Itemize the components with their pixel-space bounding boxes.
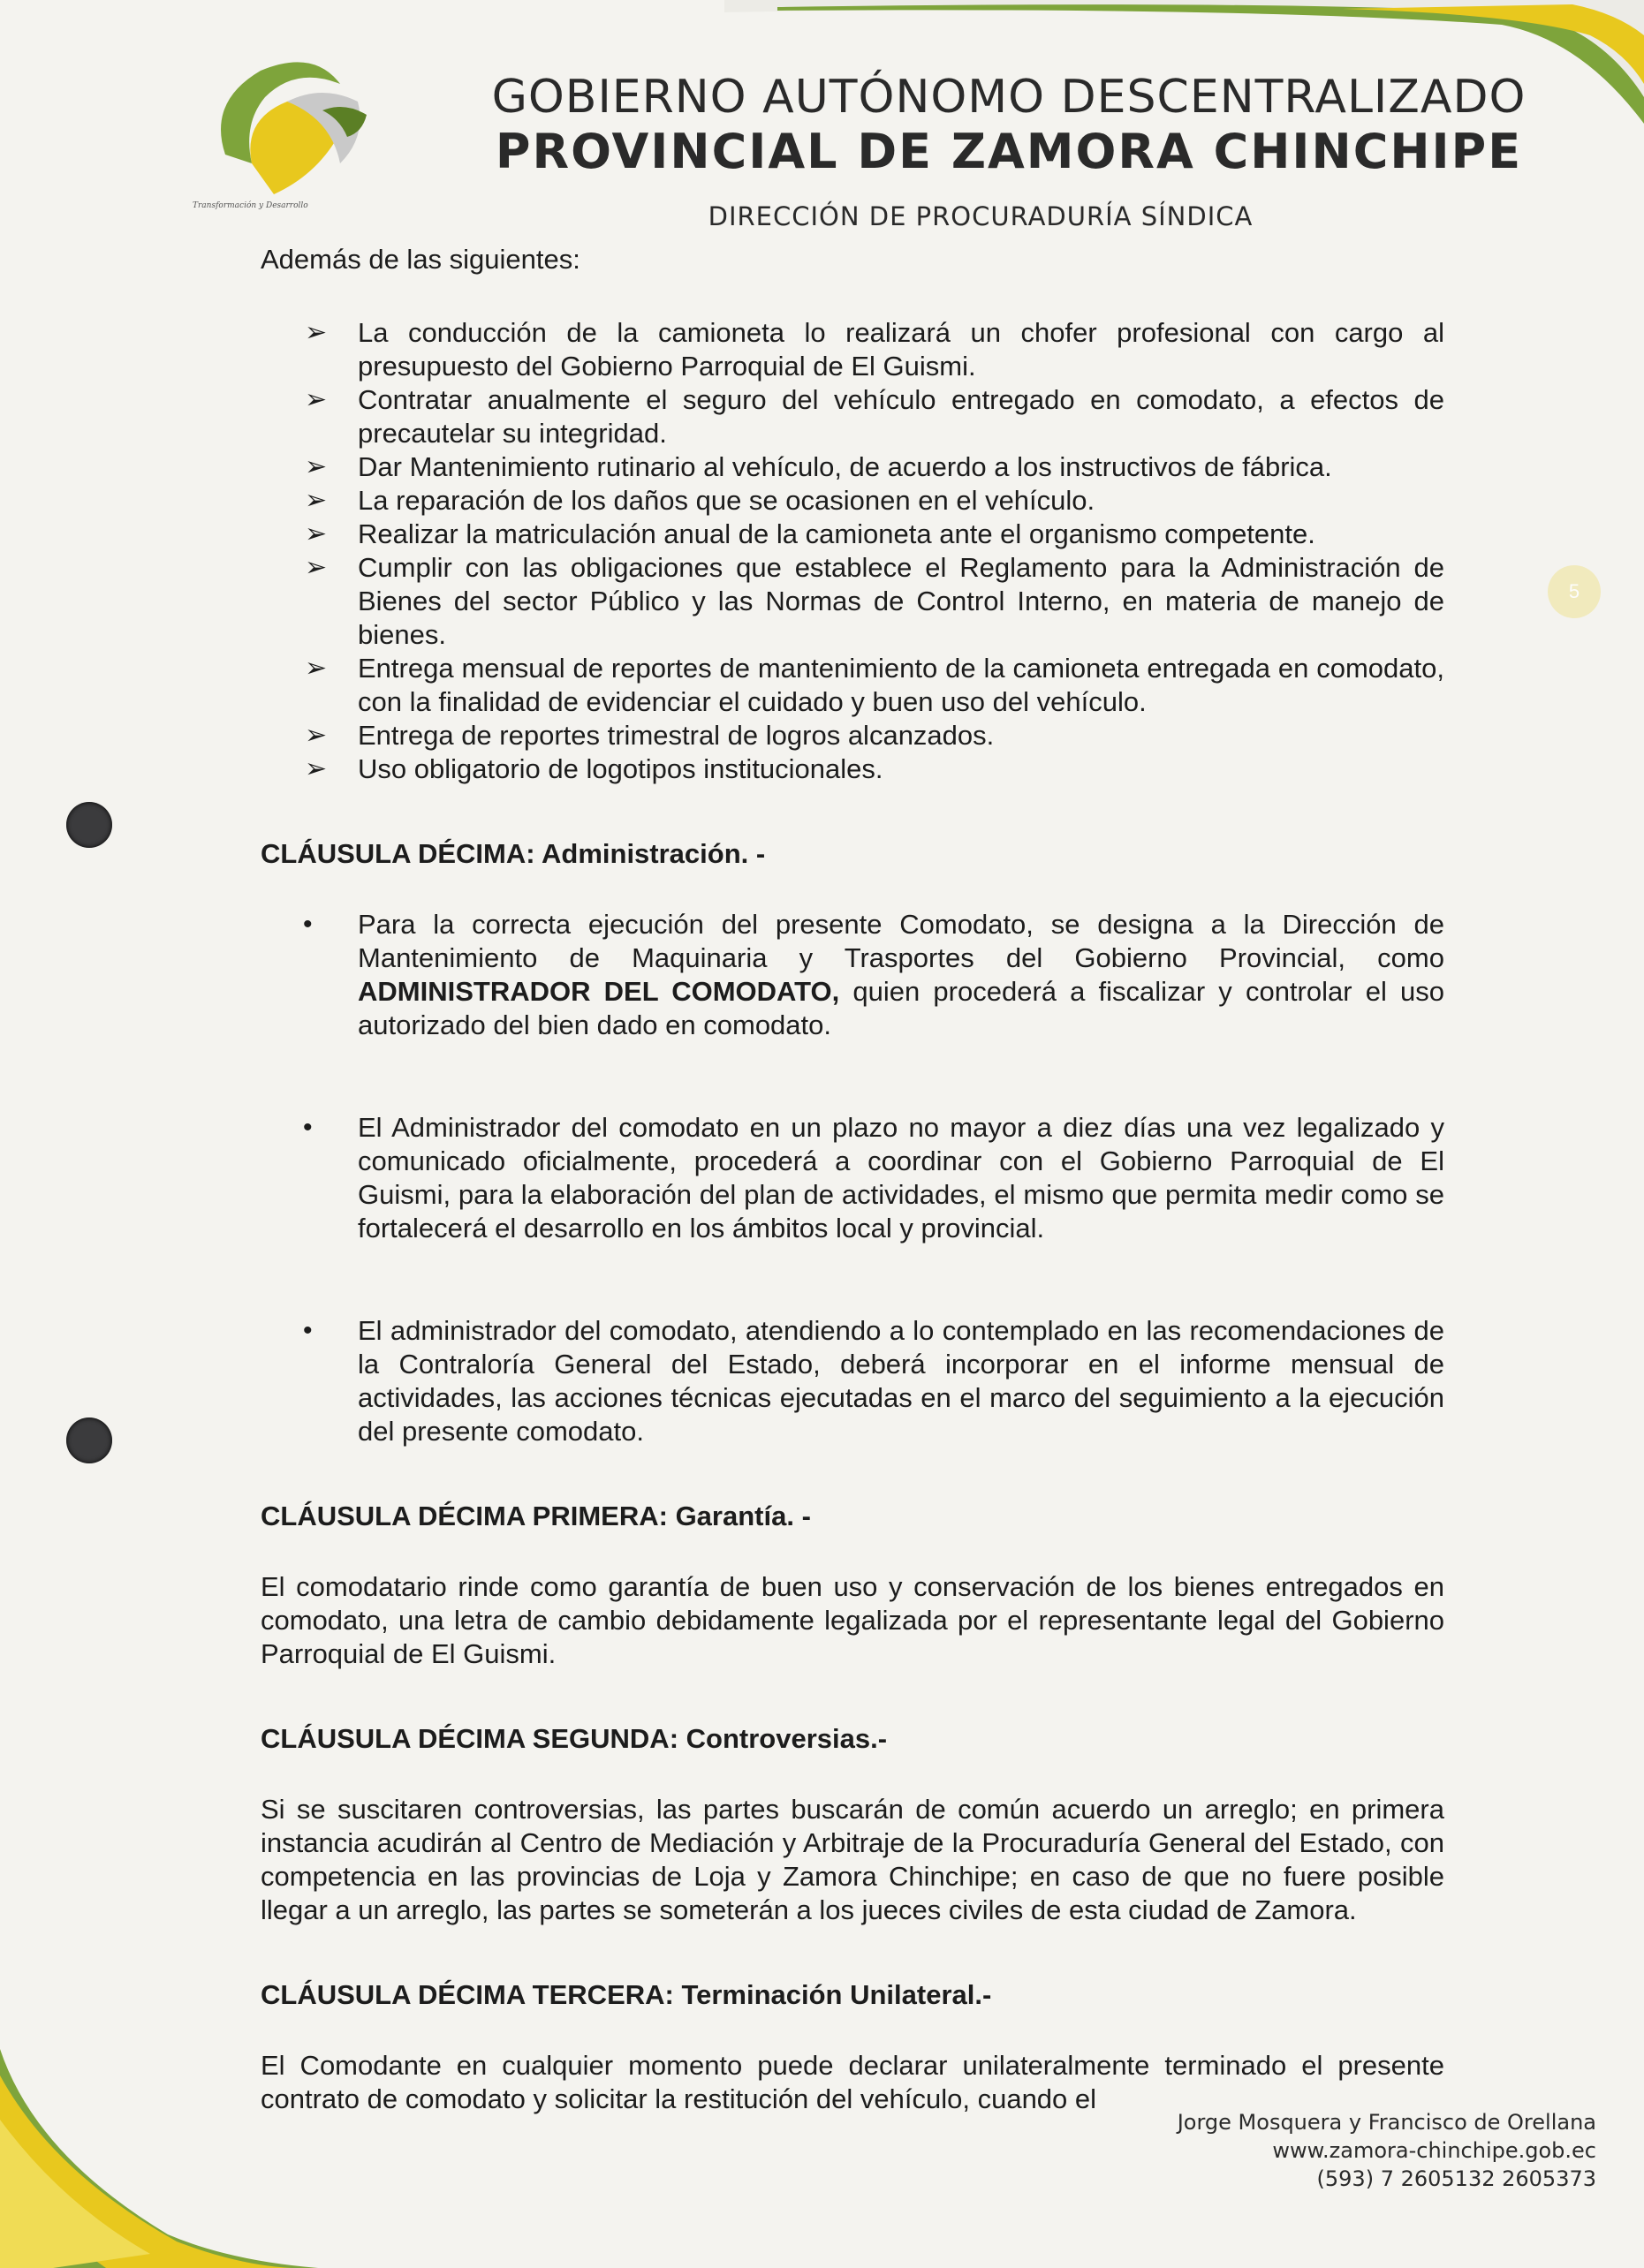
page-stamp: 5 — [1548, 565, 1601, 618]
clause-10-list — [261, 908, 1444, 1448]
clause-11-text: El comodatario rinde como garantía de buen uso y conservación de los bienes entregados en comodato, una letra de cambio debidamente legalizada por el representante legal del Gobierno Parroquial de El Guismi. — [261, 1571, 1444, 1669]
gad-logo-icon — [190, 49, 384, 208]
list-item: ➢ Realizar la matriculación anual de la camioneta ante el organismo competente. — [305, 518, 1315, 549]
dot-bullet-icon: • — [303, 910, 313, 939]
list-item: • El Administrador del comodato en un plazo no mayor a diez días una vez legalizado y comunicado oficialmente, procederá a coordinar con el Gobierno Parroquial de El Guismi, para la elaboración del plan de actividades, el mismo que permita medir como se fortalecerá el desarrollo en los ámbitos local y provincial. — [303, 1112, 1444, 1244]
clause-13-title: CLÁUSULA DÉCIMA TERCERA: Terminación Unilateral.- — [261, 1979, 992, 2010]
list-item: ➢ Uso obligatorio de logotipos institucionales. — [305, 753, 883, 784]
clause-11-title: CLÁUSULA DÉCIMA PRIMERA: Garantía. - — [261, 1501, 811, 1531]
footer-phone: (593) 7 2605132 2605373 — [1316, 2166, 1596, 2191]
list-item: ➢ Contratar anualmente el seguro del vehículo entregado en comodato, a efectos de precautelar su integridad. — [305, 384, 1444, 449]
arrow-bullet-icon: ➢ — [305, 318, 328, 347]
dot-bullet-icon: • — [303, 1316, 313, 1345]
logo-caption: Transformación y Desarrollo — [193, 201, 308, 210]
binder-hole-bottom — [66, 1418, 112, 1463]
arrow-bullet-icon: ➢ — [305, 553, 328, 582]
arrow-bullet-icon: ➢ — [305, 519, 328, 548]
list-item: ➢ Entrega mensual de reportes de mantenimiento de la camioneta entregada en comodato, con la finalidad de evidenciar el cuidado y buen uso del vehículo. — [305, 653, 1444, 717]
clause-12-title: CLÁUSULA DÉCIMA SEGUNDA: Controversias.- — [261, 1723, 888, 1754]
list-item: ➢ Entrega de reportes trimestral de logros alcanzados. — [305, 720, 995, 751]
header-department: DIRECCIÓN DE PROCURADURÍA SÍNDICA — [708, 201, 1254, 231]
list-item: ➢ La conducción de la camioneta lo realizará un chofer profesional con cargo al presupuesto del Gobierno Parroquial de El Guismi. — [305, 317, 1444, 382]
arrow-bullet-icon: ➢ — [305, 385, 328, 414]
clause-13-text: El Comodante en cualquier momento puede declarar unilateralmente terminado el presente contrato de comodato y solicitar la restitución del vehículo, cuando el — [261, 2050, 1444, 2114]
list-item: ➢ La reparación de los daños que se ocasionen en el vehículo. — [305, 485, 1095, 516]
obligations-list — [261, 316, 1444, 786]
list-item: • El administrador del comodato, atendiendo a lo contemplado en las recomendaciones de la Contraloría General del Estado, deberá incorporar en el informe mensual de actividades, las acciones técnicas ejecutadas en el marco del seguimiento a la ejecución del presente comodato. — [303, 1315, 1444, 1447]
document-body — [261, 243, 1444, 2116]
arrow-bullet-icon: ➢ — [305, 754, 328, 783]
footer-address: Jorge Mosquera y Francisco de Orellana — [1177, 2110, 1596, 2135]
dot-bullet-icon: • — [303, 1113, 313, 1142]
list-item: • Para la correcta ejecución del presente Comodato, se designa a la Dirección de Mantenimiento de Maquinaria y Trasportes del Gobierno Provincial, como ADMINISTRADOR DEL COMODATO, quien procederá a fiscalizar y controlar el uso autorizado del bien dado en comodato. — [303, 909, 1444, 1040]
intro-text: Además de las siguientes: — [261, 244, 580, 275]
arrow-bullet-icon: ➢ — [305, 452, 328, 481]
list-item: ➢ Cumplir con las obligaciones que establece el Reglamento para la Administración de Bienes del sector Público y las Normas de Control Interno, en materia de manejo de bienes. — [305, 552, 1444, 650]
clause-10-title: CLÁUSULA DÉCIMA: Administración. - — [261, 838, 766, 869]
clause-12-text: Si se suscitaren controversias, las partes buscarán de común acuerdo un arreglo; en primera instancia acudirán al Centro de Mediación y Arbitraje de la Procuraduría General del Estado, con competencia en las provincias de Loja y Zamora Chinchipe; en caso de que no fuere posible llegar a un arreglo, las partes se someterán a los jueces civiles de esta ciudad de Zamora. — [261, 1794, 1444, 1925]
arrow-bullet-icon: ➢ — [305, 486, 328, 515]
footer-website: www.zamora-chinchipe.gob.ec — [1272, 2138, 1596, 2163]
arrow-bullet-icon: ➢ — [305, 721, 328, 750]
header-title-line1: GOBIERNO AUTÓNOMO DESCENTRALIZADO — [491, 71, 1527, 124]
footer-contact — [1178, 2108, 1596, 2193]
header-title-line2: PROVINCIAL DE ZAMORA CHINCHIPE — [495, 124, 1523, 179]
list-item: ➢ Dar Mantenimiento rutinario al vehículo, de acuerdo a los instructivos de fábrica. — [305, 451, 1332, 482]
binder-hole-top — [66, 802, 112, 848]
arrow-bullet-icon: ➢ — [305, 654, 328, 683]
